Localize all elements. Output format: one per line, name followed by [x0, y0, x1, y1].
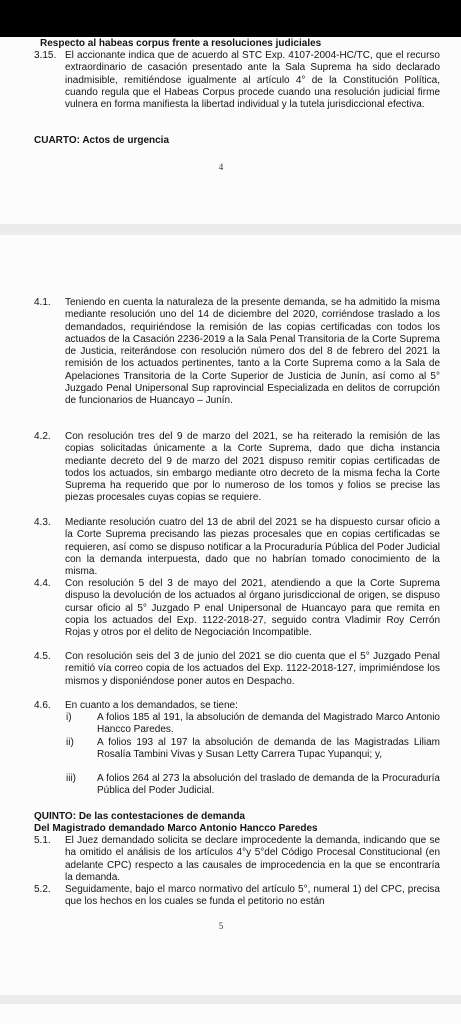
- page-number: 5: [218, 921, 224, 931]
- item-number: 5.2.: [34, 884, 51, 895]
- section-subheading: Del Magistrado demandado Marco Antonio Hancco Paredes: [34, 823, 318, 834]
- item-text: Con resolución seis del 3 de junio del 2021 se dio cuenta que el 5° Juzgado Penal remitió vía correo copia de los actuados del Exp. 1122-2018-127, imprimiéndose los mismos y disponiéndose poner autos en Despacho.: [65, 651, 440, 687]
- item-number: 4.2.: [34, 431, 51, 442]
- item-number: 4.5.: [34, 651, 51, 662]
- item-number: 3.15.: [34, 50, 57, 61]
- item-number: 5.1.: [34, 835, 51, 846]
- document-page-5: [0, 235, 461, 995]
- subitem-text: A folios 264 al 273 la absolución del traslado de demanda de la Procuraduría Pública del Poder Judicial.: [97, 773, 440, 797]
- section-heading: Respecto al habeas corpus frente a resoluciones judiciales: [40, 38, 322, 49]
- subitem-text: A folios 193 al 197 la absolución de demanda de las Magistradas Liliam Rosalía Tambini Vivas y Susan Letty Carrera Tupac Yupanqui; y,: [97, 737, 440, 761]
- top-black-bar: [0, 0, 461, 37]
- item-number: 4.3.: [34, 517, 51, 528]
- item-number: 4.1.: [34, 297, 51, 308]
- item-text: El accionante indica que de acuerdo al STC Exp. 4107-2004-HC/TC, que el recurso extraordinario de casación presentado ante la Sala Suprema ha sido declarado inadmisible, remitiéndose igualmente al artículo 4° de la Constitución Política, cuando regula que el Habeas Corpus procede cuando una resolución judicial firme vulnera en forma manifiesta la libertad individual y la tutela jurisdiccional efectiva.: [65, 50, 440, 111]
- document-page-4: [0, 37, 461, 224]
- document-page-6: [0, 1004, 461, 1024]
- item-number: 4.6.: [34, 700, 51, 711]
- page-number: 4: [218, 162, 224, 172]
- section-title-cuarto: CUARTO: Actos de urgencia: [34, 135, 170, 146]
- item-text: Teniendo en cuenta la naturaleza de la presente demanda, se ha admitido la misma mediante resolución uno del 14 de diciembre del 2020, corriéndose traslado a los demandados, requiriéndose la remisión de las copias certificadas con todos los actuados de la Casación 2236-2019 a la Sala Penal Transitoria de la Corte Suprema de Justicia, reiterándose con resolución número dos del 8 de febrero del 2021 la remisión de los actuados pertinentes, tanto a la Corte Suprema como a la Sala de Apelaciones Transitoria de la Corte Superior de Justicia de Junín, así como al 5° Juzgado Penal Unipersonal Sup raprovincial Especializada en delitos de corrupción de funcionarios de Huancayo – Junín.: [65, 297, 440, 407]
- item-text: Con resolución tres del 9 de marzo del 2021, se ha reiterado la remisión de las copias solicitadas únicamente a la Corte Suprema, dado que dicha instancia mediante decreto del 9 de marzo del 2021 dispuso remitir copias certificadas de todos los actuados, sin embargo mediante otro decreto de la misma fecha la Corte Suprema ha requerido que por lo numeroso de los tomos y folios se precise las piezas procesales cuyas copias se requiere.: [65, 431, 440, 504]
- item-number: 4.4.: [34, 578, 51, 589]
- item-text: Seguidamente, bajo el marco normativo del artículo 5°, numeral 1) del CPC, precisa que los hechos en los cuales se funda el petitorio no están: [65, 884, 440, 908]
- subitem-text: A folios 185 al 191, la absolución de demanda del Magistrado Marco Antonio Hancco Paredes.: [97, 712, 440, 736]
- section-title-quinto: QUINTO: De las contestaciones de demanda: [34, 811, 245, 822]
- subitem-number: i): [66, 712, 72, 723]
- item-text: Con resolución 5 del 3 de mayo del 2021, atendiendo a que la Corte Suprema dispuso la devolución de los actuados al órgano jurisdiccional de origen, se dispuso cursar oficio al 5° Juzgado P enal Unipersonal de Huancayo para que remita en copia los actuados del Exp. 1122-2018-27, seguido contra Vladimir Roy Cerrón Rojas y otros por el delito de Negociación Incompatible.: [65, 578, 440, 639]
- item-text: Mediante resolución cuatro del 13 de abril del 2021 se ha dispuesto cursar oficio a la Corte Suprema precisando las piezas procesales que en copias certificadas se requieren, así como se dispuso notificar a la Procuraduría Pública del Poder Judicial con la demanda interpuesta, dado que no habrían tomado conocimiento de la misma.: [65, 517, 440, 578]
- item-text: En cuanto a los demandados, se tiene:: [65, 700, 238, 711]
- item-text: El Juez demandado solicita se declare improcedente la demanda, indicando que se ha omitido el análisis de los artículos 4°y 5°del Código Procesal Constitucional (en adelante CPC) respecto a las causales de improcedencia en la que se encontraría la demanda.: [65, 835, 440, 883]
- subitem-number: ii): [66, 737, 74, 748]
- subitem-number: iii): [66, 773, 76, 784]
